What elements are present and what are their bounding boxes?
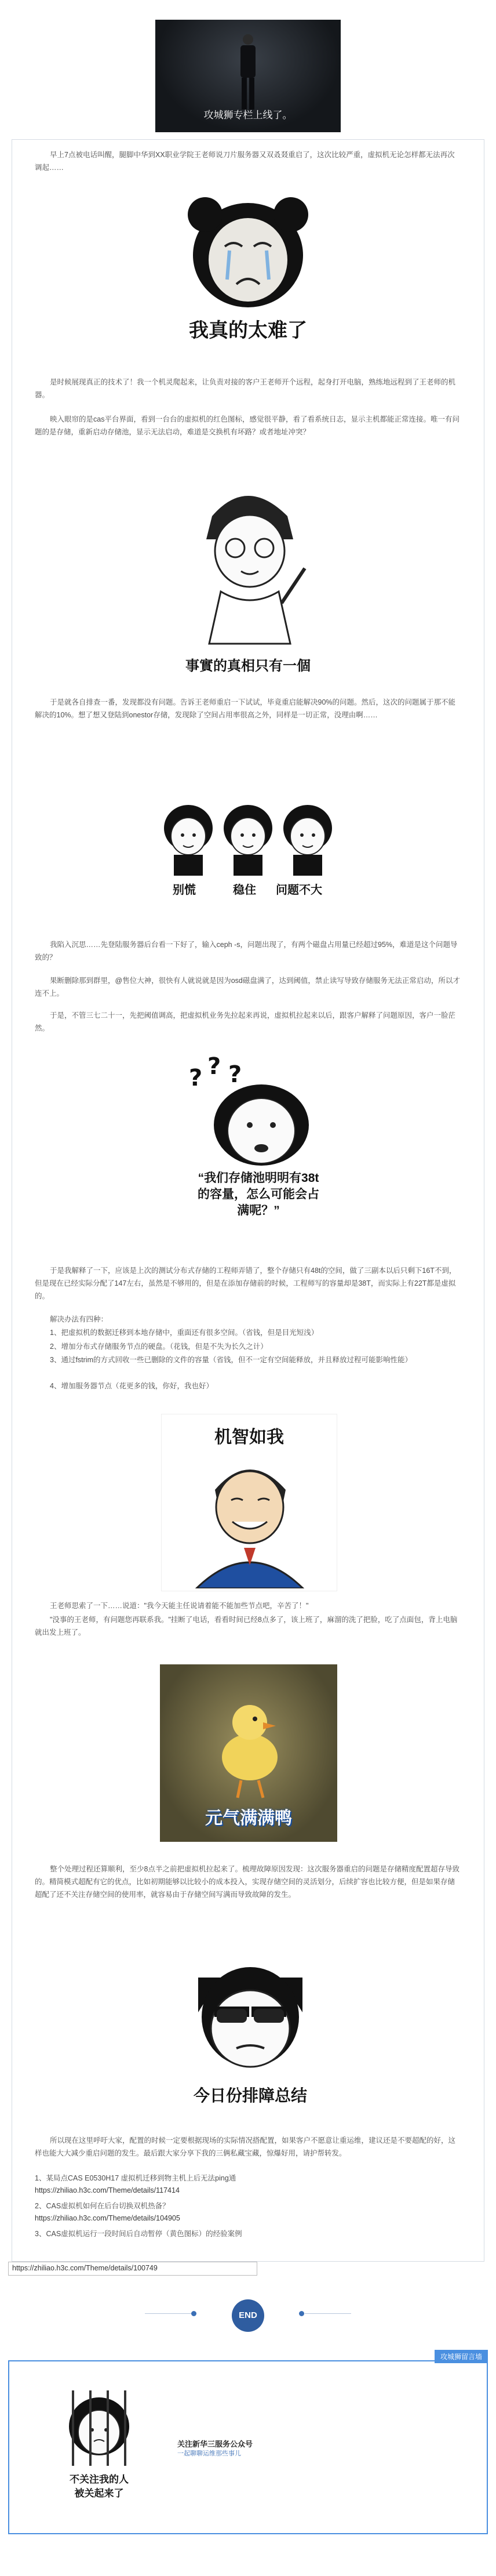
meme-detective: [172, 476, 324, 680]
meme-caption: 别慌: [173, 884, 196, 897]
meme-caption: 我真的太难了: [189, 319, 307, 342]
meme-caption: 机智如我: [214, 1427, 284, 1447]
list-item: 4、增加服务器节点（花更多的钱，你好，我也好）: [50, 1382, 213, 1390]
meme-caption-block: [172, 1170, 345, 1219]
list-item: 1、把虚拟机的数据迁移到本地存储中，重面还有很多空间。（省钱，但是目光短浅）: [50, 1329, 319, 1337]
list-item: 2、CAS虚拟机如何在后台切换双机热备？: [35, 2202, 170, 2210]
footer-meme-caption: [56, 2473, 143, 2501]
paragraph: 于是，不管三七二十一，先把阈值调高，把虚拟机业务先拉起来再说，虚拟机拉起来以后，跟客户解释了问题原因，客户一脸茫然。: [35, 1011, 456, 1032]
dot-icon: [299, 2311, 304, 2316]
list-item: 2、增加分布式存储服务节点的硬盘。（花钱，但是不失为长久之计）: [50, 1343, 268, 1351]
meme-three-captions: [156, 880, 340, 904]
url-link-box[interactable]: https://zhiliao.h3c.com/Theme/details/100749: [8, 2262, 257, 2276]
paragraph: 早上7点被电话叫醒，腿脚中华到XX职业学院王老师说刀片服务器又双叒叕重启了，这次比较严重，虚拟机无论怎样都无法再次调起……: [35, 151, 455, 172]
paragraph: 于是我解释了一下，应该是上次的测试分布式存储的工程师弄错了，整个存储只有48t的空间，做了三副本以后只剩下16T不到，但是现在已经实际分配了147左右，虽然是不够用的，但是在添加存储前的时候，工程师写的容量却是38T，而实际上有22T都是虚拟的。: [35, 1267, 457, 1300]
person-figure-icon: [234, 31, 262, 113]
meme-caption-line: “我们存储池明明有38t: [198, 1171, 319, 1185]
meme-caption-line: 的容量，怎么可能会占: [198, 1188, 319, 1201]
list-item: 1、某局点CAS E0530H17 虚拟机迁移到物主机上后无法ping通: [35, 2174, 236, 2182]
meme-caption: 稳住: [233, 884, 256, 897]
paragraph: 于是就各自排查一番，发现都没有问题。告诉王老师重启一下试试，毕竟重启能解决90%的问题。然后，这次的问题属于那不能解决的10%。想了想又登陆到onestor存储，发现除了空间占用率很高之外，同样是一切正常，没理由啊……: [35, 698, 456, 719]
meme-caption-line: 满呢？”: [237, 1204, 280, 1217]
end-badge: END: [232, 2299, 264, 2332]
divider-line: [305, 2313, 351, 2314]
paragraph: 果断删除那到群里，@售位大神，很快有人就说就是因为osd磁盘满了，达到阈值，禁止读写导致存储服务无法正常启动，所以才连不上。: [35, 977, 460, 997]
svg-text:?: ?: [189, 1065, 203, 1091]
footer-title: 关注新华三服务公众号: [177, 2440, 253, 2448]
meme-panda-crying: [172, 191, 324, 354]
duckling-icon: [206, 1688, 293, 1804]
caption-line: 被关起来了: [74, 2488, 124, 2499]
meme-smart-man: [161, 1414, 337, 1591]
footer-follow-card: [8, 2353, 488, 2534]
meme-duckling-photo: [160, 1664, 337, 1842]
end-divider: [0, 2299, 496, 2328]
paragraph: "没事的王老师，有问题您再联系我。"挂断了电话，看看时间已经8点多了，该上班了，麻溜的洗了把脸，吃了点面包，背上电脑就出发上班了。: [35, 1616, 458, 1637]
meme-caption: 问题不大: [276, 884, 322, 897]
sunglasses-face-icon: [174, 1949, 327, 2076]
footer-subtitle: 一起聊聊运维那些事儿: [177, 2450, 241, 2457]
detective-cartoon-icon: [172, 476, 324, 650]
hero-image: [155, 20, 341, 132]
footer-meme: [56, 2385, 143, 2506]
footer-tag: 攻城狮留言墙: [435, 2350, 488, 2363]
smiling-man-cartoon-icon: [162, 1449, 338, 1588]
hero-caption: 攻城狮专栏上线了。: [203, 110, 293, 121]
paragraph: 整个处理过程还算顺利，至少8点半之前把虚拟机拉起来了。梳理故障原因发现：这次服务器重启的问题是存储精度配置超存导致的。精简模式超配有它的优点，比如初期能够以比较小的成本投入，实现存储空间的灵活划分，后续扩容也比较方便，但是如果存储超配了还不关注存储空间的使用率，就容易由于存储空间写满而导致故障的发生。: [35, 1865, 459, 1899]
meme-panda-question: [172, 1057, 345, 1231]
jailed-panda-icon: [56, 2385, 143, 2472]
meme-caption: 事實的真相只有一個: [185, 658, 311, 674]
paragraph: 是时候展现真正的技术了！我一个机灵爬起来，让负责对接的客户王老师开个远程，起身打开电脑，熟练地远程到了王老师的机器。: [35, 378, 456, 399]
meme-caption: 今日份排障总结: [193, 2086, 307, 2105]
panda-question-icon: [172, 1057, 345, 1167]
paragraph: 解决办法有四种：: [50, 1315, 108, 1323]
link[interactable]: https://zhiliao.h3c.com/Theme/details/104905: [35, 2214, 180, 2222]
three-panda-heads-icon: [156, 800, 340, 876]
dot-icon: [191, 2311, 196, 2316]
svg-text:?: ?: [228, 1061, 242, 1088]
meme-three-pandas: [156, 800, 340, 905]
paragraph: 映入眼帘的是cas平台界面，看到一台台的虚拟机的红色图标，感觉很平静，看了看系统日志，显示主机都能正常连接。唯一有问题的是存储，重新启动存储池，显示无法启动，难道是交换机有坏路？或者地址冲突？: [35, 415, 459, 436]
paragraph: 我陷入沉思……先登陆服务器后台看一下好了，输入ceph -s，问题出现了，有两个磁盘占用量已经超过95%，难道是这个问题导致的？: [35, 941, 458, 962]
link[interactable]: https://zhiliao.h3c.com/Theme/details/117414: [35, 2186, 180, 2194]
divider-line: [145, 2313, 191, 2314]
caption-line: 不关注我的人: [70, 2474, 129, 2485]
meme-caption: 元气满满鸭: [205, 1808, 292, 1828]
meme-sunglasses: [174, 1949, 327, 2117]
list-item: 3、CAS虚拟机运行一段时间后自动暂停（黄色图标）的经验案例: [35, 2230, 242, 2238]
list-item: 3、通过fstrim的方式回收一些已删除的文件的容量（省钱，但不一定有空间能释放，并且释放过程可能影响性能）: [50, 1356, 413, 1364]
paragraph: 所以现在这里呼吁大家，配置的时候一定要根据现场的实际情况搭配置，如果客户不愿意让重运维，建议还是不要超配的好，这样也能大大减少重启问题的发生。最后跟大家分享下我的三俩私藏宝藏，惊爆好用，请护帮转发。: [35, 2136, 456, 2157]
paragraph: 王老师思索了一下……说道："我今天能主任说请着能不能加些节点吧，辛苦了！": [50, 1602, 309, 1610]
svg-text:?: ?: [207, 1057, 221, 1080]
panda-crying-icon: [172, 191, 324, 313]
